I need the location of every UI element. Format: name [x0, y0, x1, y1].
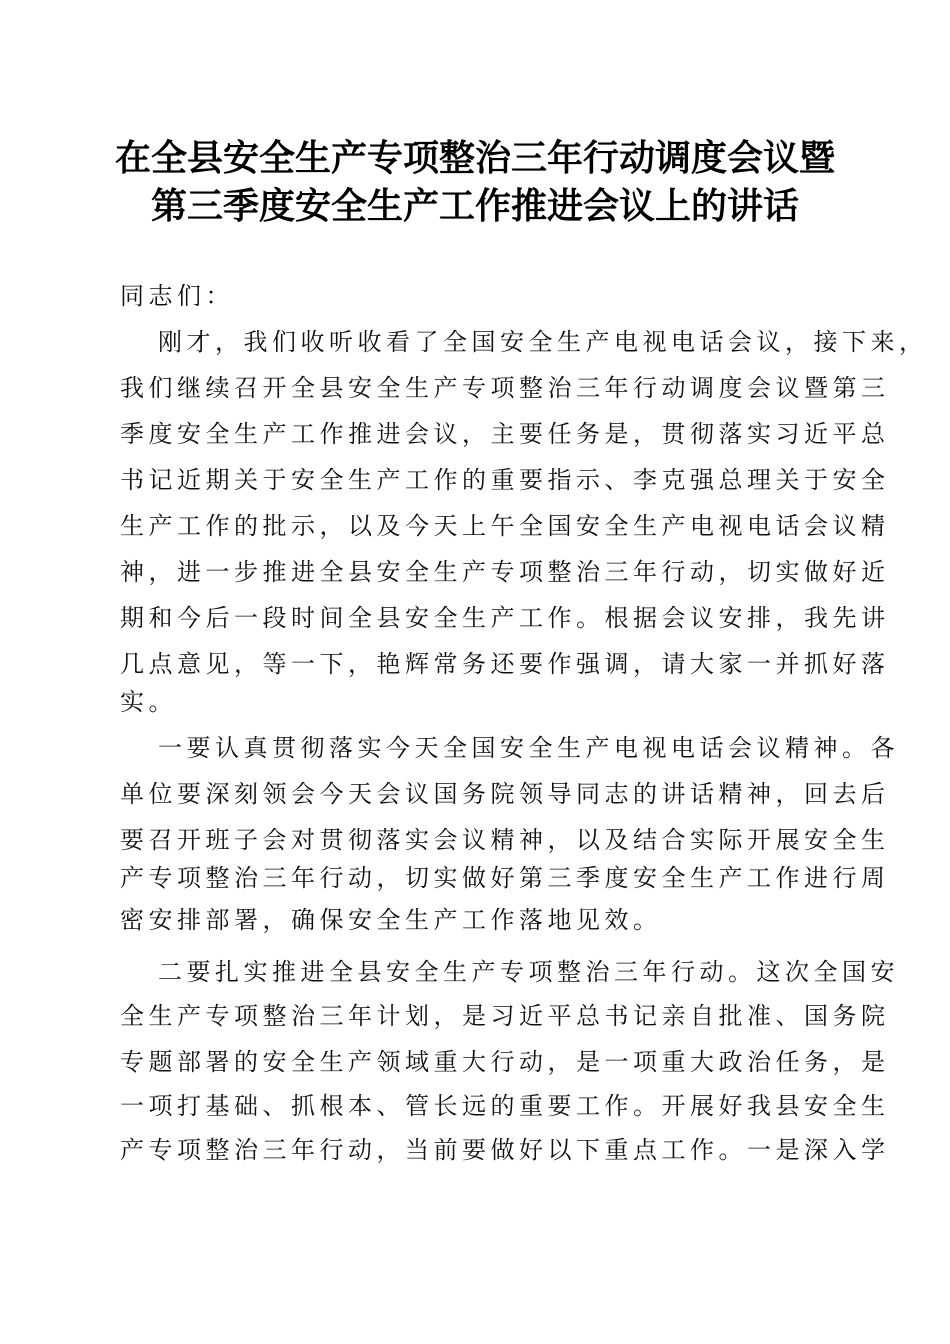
document-title-line-2: 第三季度安全生产工作推进会议上的讲话 [150, 185, 799, 227]
body-line: 产专项整治三年行动，当前要做好以下重点工作。一是深入学 [120, 1136, 890, 1164]
document-title-line-1: 在全县安全生产专项整治三年行动调度会议暨 [114, 137, 835, 179]
body-line: 密安排部署，确保安全生产工作落地见效。 [120, 906, 662, 934]
body-line: 我们继续召开全县安全生产专项整治三年行动调度会议暨第三 [120, 374, 890, 402]
body-line: 刚才，我们收听收看了全国安全生产电视电话会议，接下来， [158, 328, 928, 356]
body-line: 一项打基础、抓根本、管长远的重要工作。开展好我县安全生 [120, 1092, 890, 1120]
body-line: 专题部署的安全生产领域重大行动，是一项重大政治任务，是 [120, 1048, 890, 1076]
body-line: 要召开班子会对贯彻落实会议精神，以及结合实际开展安全生 [120, 826, 890, 854]
body-line: 书记近期关于安全生产工作的重要指示、李克强总理关于安全 [120, 466, 890, 494]
body-line: 全生产专项整治三年计划，是习近平总书记亲自批准、国务院 [120, 1002, 890, 1030]
body-line: 二要扎实推进全县安全生产专项整治三年行动。这次全国安 [158, 958, 899, 986]
body-line: 生产工作的批示，以及今天上午全国安全生产电视电话会议精 [120, 512, 890, 540]
body-line: 季度安全生产工作推进会议，主要任务是，贯彻落实习近平总 [120, 420, 890, 448]
body-line: 单位要深刻领会今天会议国务院领导同志的讲话精神，回去后 [120, 780, 890, 808]
salutation: 同志们： [120, 282, 234, 310]
body-line: 实。 [120, 688, 177, 716]
body-line: 几点意见，等一下，艳辉常务还要作强调，请大家一并抓好落 [120, 650, 890, 678]
body-line: 一要认真贯彻落实今天全国安全生产电视电话会议精神。各 [158, 734, 899, 762]
body-line: 神，进一步推进全县安全生产专项整治三年行动，切实做好近 [120, 558, 890, 586]
body-line: 期和今后一段时间全县安全生产工作。根据会议安排，我先讲 [120, 604, 890, 632]
body-line: 产专项整治三年行动，切实做好第三季度安全生产工作进行周 [120, 864, 890, 892]
